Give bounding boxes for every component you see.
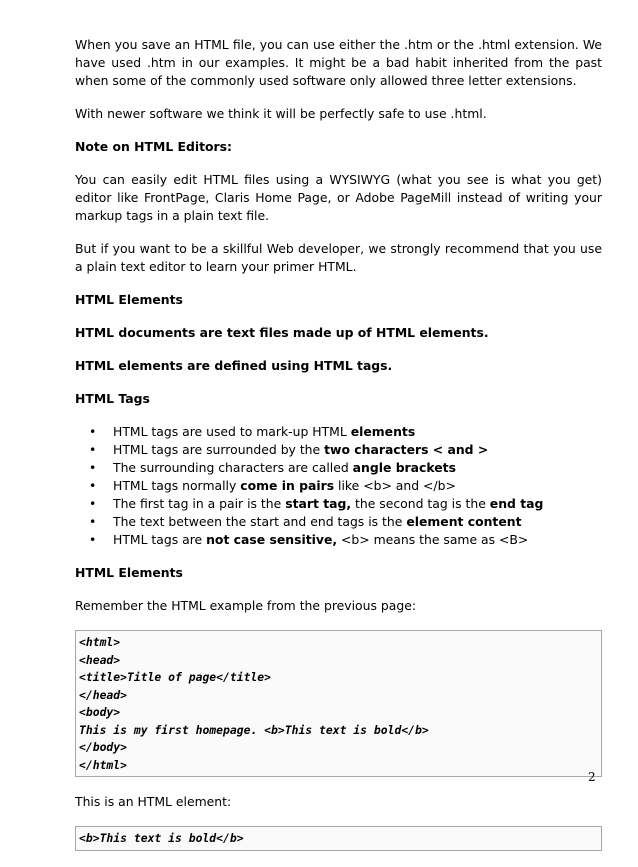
- heading-html-elements-2: HTML Elements: [75, 565, 183, 580]
- bullet-icon: •: [89, 478, 97, 493]
- paragraph-element-intro: This is an HTML element:: [75, 794, 232, 809]
- page-number: 2: [588, 770, 596, 784]
- tags-bullet-list: [75, 423, 602, 549]
- code-line: <head>: [79, 652, 121, 667]
- paragraph-newer-software: With newer software we think it will be perfectly safe to use .html.: [75, 106, 487, 121]
- statement-documents-elements: HTML documents are text files made up of HTML elements.: [75, 325, 489, 340]
- code-line: <html>: [79, 635, 121, 649]
- paragraph-plain-text-editor: But if you want to be a skillful Web developer, we strongly recommend that you use a plain text editor to learn your primer HTML.: [75, 241, 602, 274]
- code-line: </body>: [79, 740, 128, 754]
- list-item: • HTML tags are surrounded by the two characters < and >: [89, 442, 489, 457]
- list-item: • The first tag in a pair is the start tag, the second tag is the end tag: [89, 496, 544, 511]
- code-element-block: [75, 826, 602, 851]
- bullet-icon: •: [89, 532, 97, 547]
- heading-html-tags: HTML Tags: [75, 391, 150, 406]
- document-page: [75, 36, 602, 867]
- list-item: • HTML tags normally come in pairs like <b> and </b>: [89, 478, 456, 493]
- heading-html-elements: HTML Elements: [75, 292, 183, 307]
- code-line: <title>Title of page</title>: [79, 670, 272, 684]
- paragraph-remember-example: Remember the HTML example from the previous page:: [75, 598, 417, 613]
- list-item: • HTML tags are used to mark-up HTML elements: [89, 424, 416, 439]
- code-example-block: [75, 630, 602, 777]
- code-line: </head>: [79, 687, 128, 702]
- heading-note-editors: Note on HTML Editors:: [75, 139, 232, 154]
- paragraph-extension: When you save an HTML file, you can use either the .htm or the .html extension. We have used .htm in our examples. It might be a bad habit inherited from the past when some of the commonly used software only allowed three letter extensions.: [75, 37, 602, 88]
- code-line: </html>: [79, 757, 128, 772]
- code-line: This is my first homepage. <b>This text is bold</b>: [79, 722, 429, 737]
- statement-elements-tags: HTML elements are defined using HTML tags.: [75, 358, 393, 373]
- bullet-icon: •: [89, 424, 97, 439]
- bullet-icon: •: [89, 496, 97, 511]
- bullet-icon: •: [89, 460, 97, 475]
- bullet-icon: •: [89, 442, 97, 457]
- paragraph-wysiwyg: You can easily edit HTML files using a WYSIWYG (what you see is what you get) editor like FrontPage, Claris Home Page, or Adobe PageMill instead of writing your markup tags in a plain text file.: [75, 172, 602, 223]
- list-item: • The surrounding characters are called angle brackets: [89, 460, 456, 475]
- code-line: <body>: [79, 705, 121, 719]
- list-item: • The text between the start and end tags is the element content: [89, 514, 522, 529]
- list-item: • HTML tags are not case sensitive, <b> means the same as <B>: [89, 532, 529, 547]
- code-line: <b>This text is bold</b>: [79, 831, 244, 845]
- bullet-icon: •: [89, 514, 97, 529]
